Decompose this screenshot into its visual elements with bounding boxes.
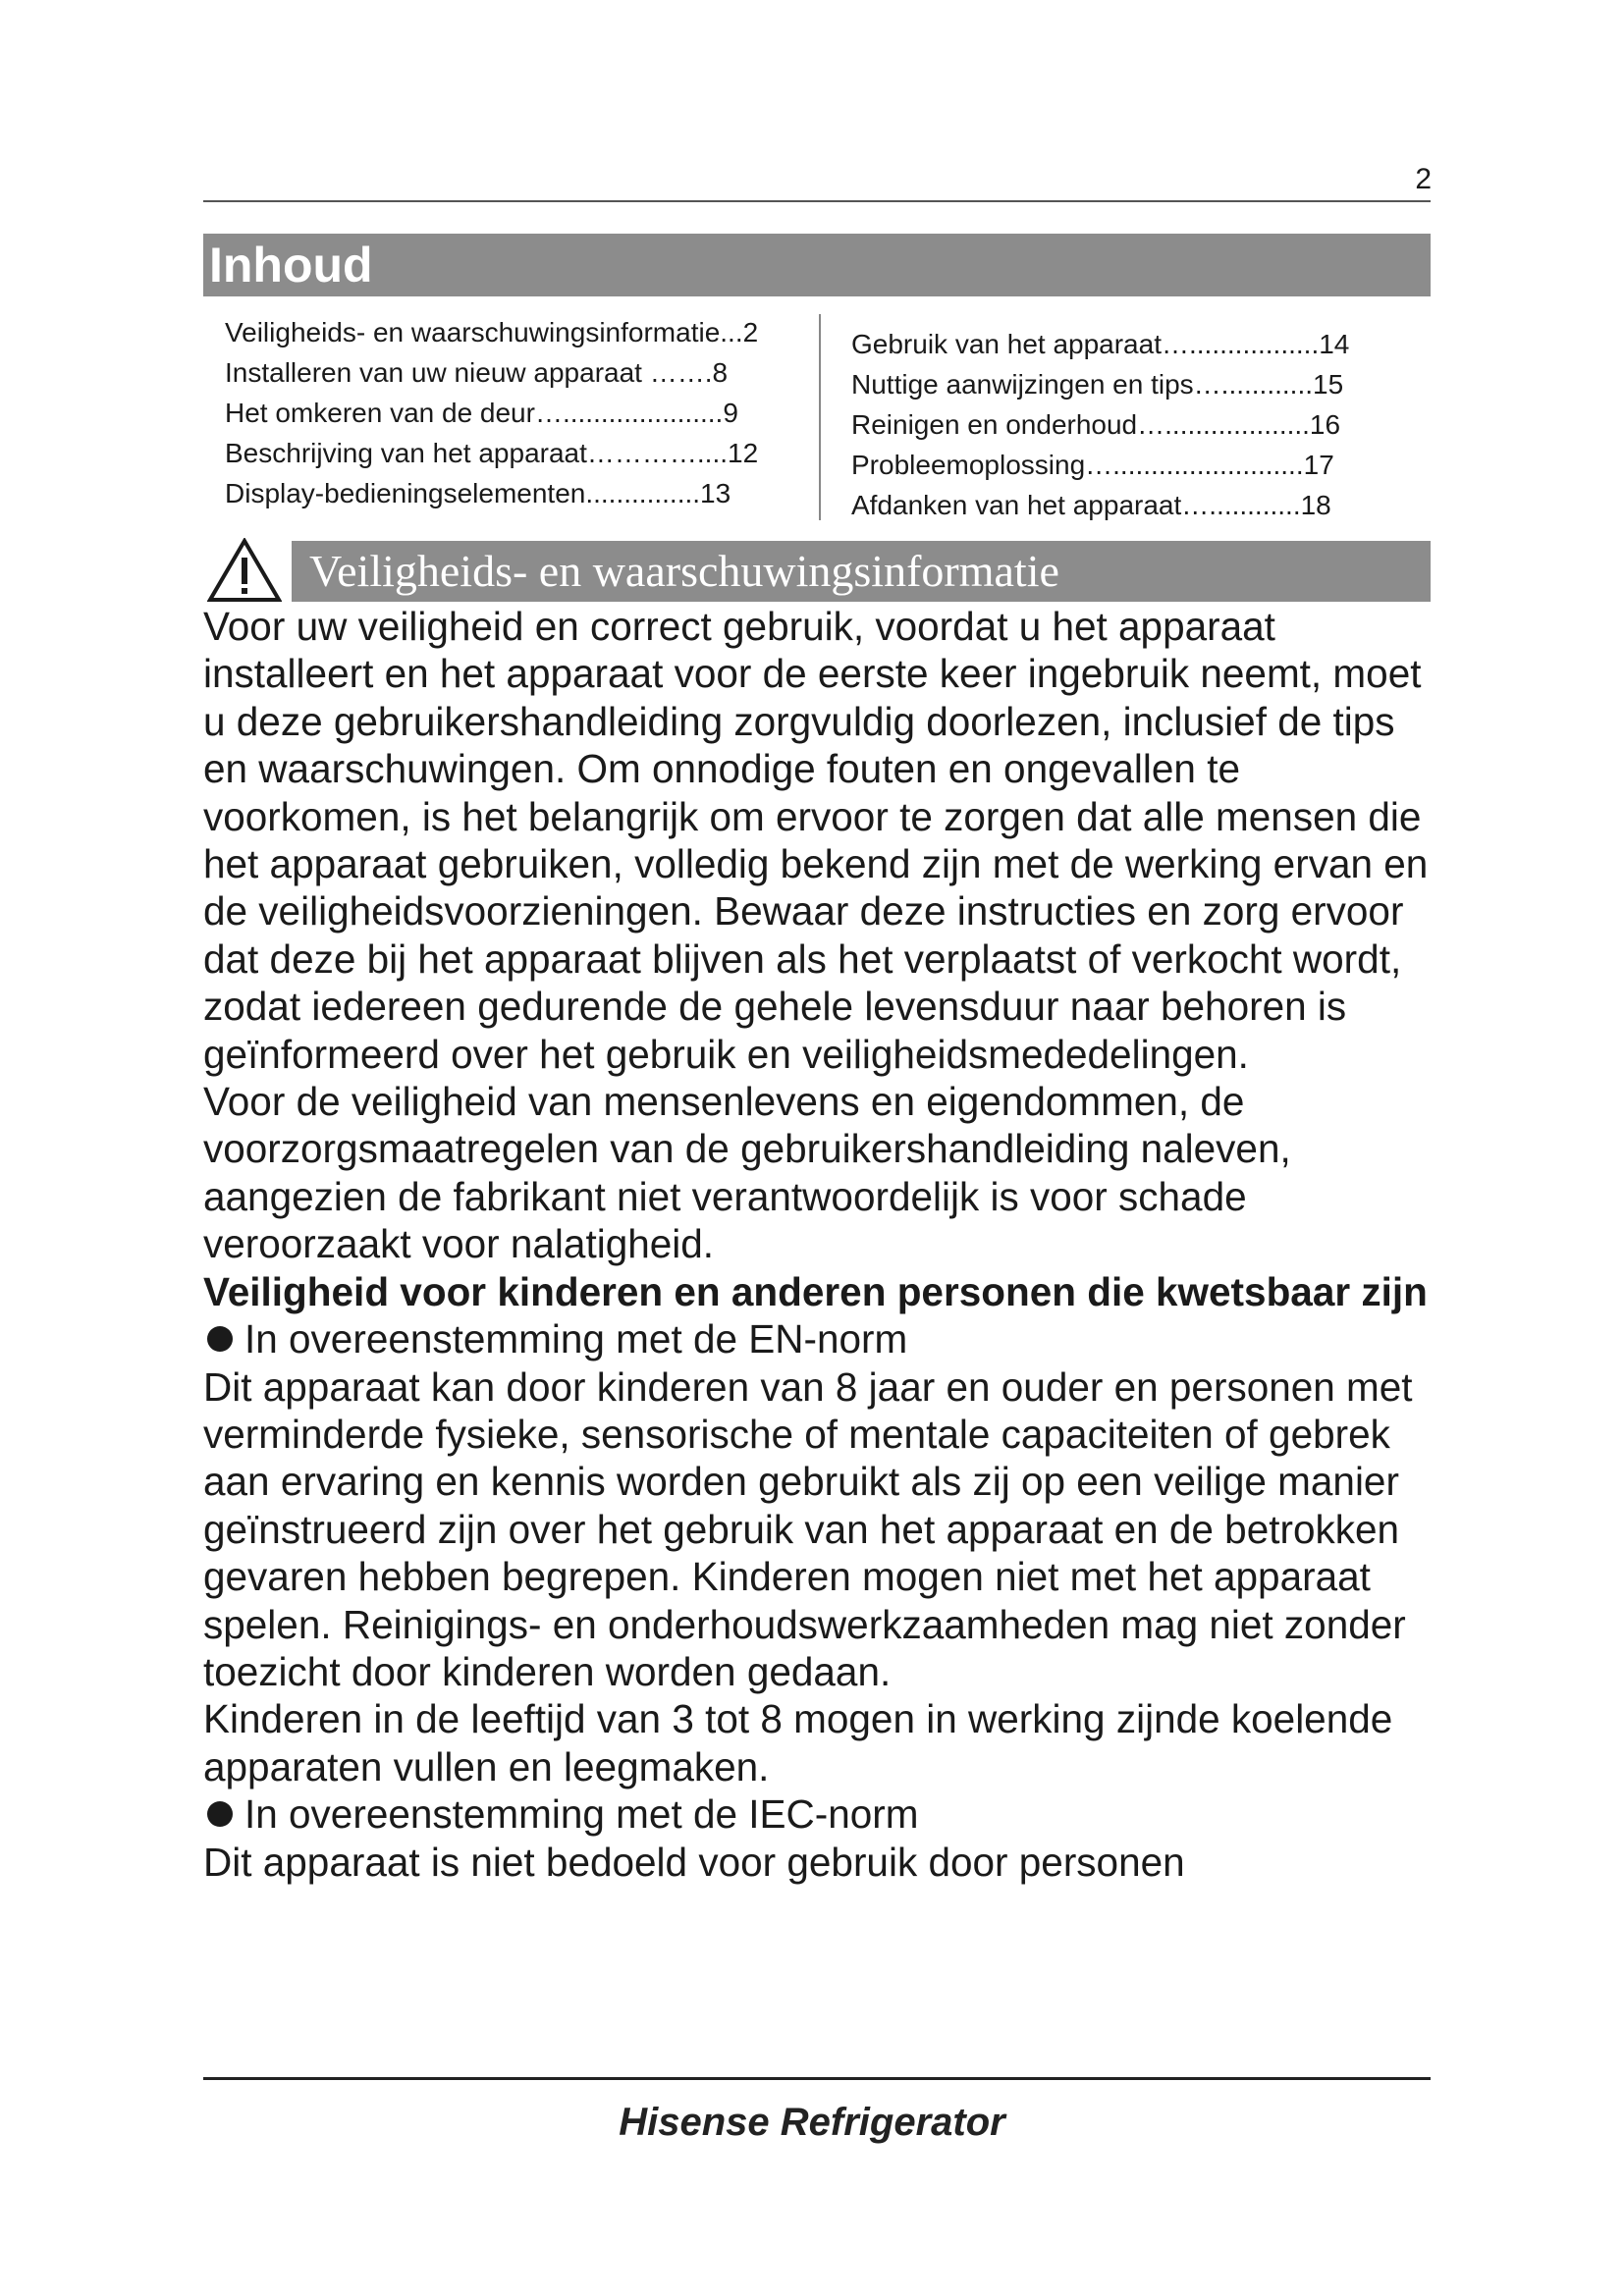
toc-entry[interactable]: Veiligheids- en waarschuwingsinformatie...2 [225, 317, 759, 347]
toc-entry[interactable]: Installeren van uw nieuw apparaat …….8 [225, 357, 729, 388]
safety-section-title: Veiligheids- en waarschuwingsinformatie [292, 541, 1431, 602]
warning-triangle-icon [207, 538, 282, 603]
bottom-divider [203, 2077, 1431, 2080]
children-safety-heading: Veiligheid voor kinderen en anderen personen die kwetsbaar zijn [203, 1268, 1428, 1314]
toc-right-column [851, 324, 1421, 525]
safety-section-header [203, 538, 1431, 603]
bullet-label: In overeenstemming met de EN-norm [244, 1316, 908, 1362]
safety-body [203, 603, 1431, 1886]
children-age-paragraph: Kinderen in de leeftijd van 3 tot 8 mogen in werking zijnde koelende apparaten vullen en leegmaken. [203, 1696, 1393, 1789]
top-divider [203, 200, 1431, 202]
bullet-icon [207, 1801, 233, 1827]
toc-entry[interactable]: Afdanken van het apparaat…............18 [851, 490, 1331, 520]
bullet-label: In overeenstemming met de IEC-norm [244, 1791, 919, 1838]
toc-entry[interactable]: Nuttige aanwijzingen en tips…............15 [851, 369, 1344, 400]
toc-entry[interactable]: Beschrijving van het apparaat…………....12 [225, 438, 759, 468]
en-norm-paragraph: Dit apparaat kan door kinderen van 8 jaar en ouder en personen met verminderde fysieke, sensorische of mentale capaciteiten of gebrek aan ervaring en kennis worden gebruikt als zij op een veilige manier geïnstrueerd zijn over het gebruik van het apparaat en de betrokken gevaren hebben begrepen. Kinderen mogen niet met het apparaat spelen. Reinigings- en onderhoudswerkzaamheden mag niet zonder toezicht door kinderen worden gedaan. [203, 1363, 1413, 1694]
footer-brand-logo: Hisense Refrigerator [619, 2101, 1005, 2144]
toc-title: Inhoud [203, 234, 1431, 296]
bullet-en-norm [203, 1315, 1431, 1362]
liability-paragraph: Voor de veiligheid van mensenlevens en eigendommen, de voorzorgsmaatregelen van de gebruikershandleiding naleven, aangezien de fabrikant niet verantwoordelijk is voor schade veroorzaakt voor nalatigheid. [203, 1079, 1291, 1267]
page-number: 2 [1415, 163, 1432, 195]
toc-left-column [225, 312, 824, 513]
bullet-icon [207, 1326, 233, 1352]
toc-entry[interactable]: Display-bedieningselementen...............13 [225, 478, 731, 508]
toc-entry[interactable]: Gebruik van het apparaat….................14 [851, 329, 1350, 359]
bullet-iec-norm [203, 1790, 1431, 1838]
toc-entry[interactable]: Het omkeren van de deur….....................9 [225, 398, 738, 428]
iec-norm-paragraph: Dit apparaat is niet bedoeld voor gebruik door personen [203, 1839, 1185, 1885]
intro-paragraph: Voor uw veiligheid en correct gebruik, voordat u het apparaat installeert en het apparaat voor de eerste keer ingebruik neemt, moet u deze gebruikershandleiding zorgvuldig doorlezen, inclusief de tips en waarschuwingen. Om onnodige fouten en ongevallen te voorkomen, is het belangrijk om ervoor te zorgen dat alle mensen die het apparaat gebruiken, volledig bekend zijn met de werking ervan en de veiligheidsvoorzieningen. Bewaar deze instructies en zorg ervoor dat deze bij het apparaat blijven als het verplaatst of verkocht wordt, zodat iedereen gedurende de gehele levensduur naar behoren is geïnformeerd over het gebruik en veiligheidsmededelingen. [203, 604, 1429, 1077]
toc-column-divider [819, 314, 821, 520]
table-of-contents [203, 312, 1431, 533]
toc-entry[interactable]: Reinigen en onderhoud…...................16 [851, 409, 1341, 440]
toc-entry[interactable]: Probleemoplossing….........................17 [851, 450, 1334, 480]
